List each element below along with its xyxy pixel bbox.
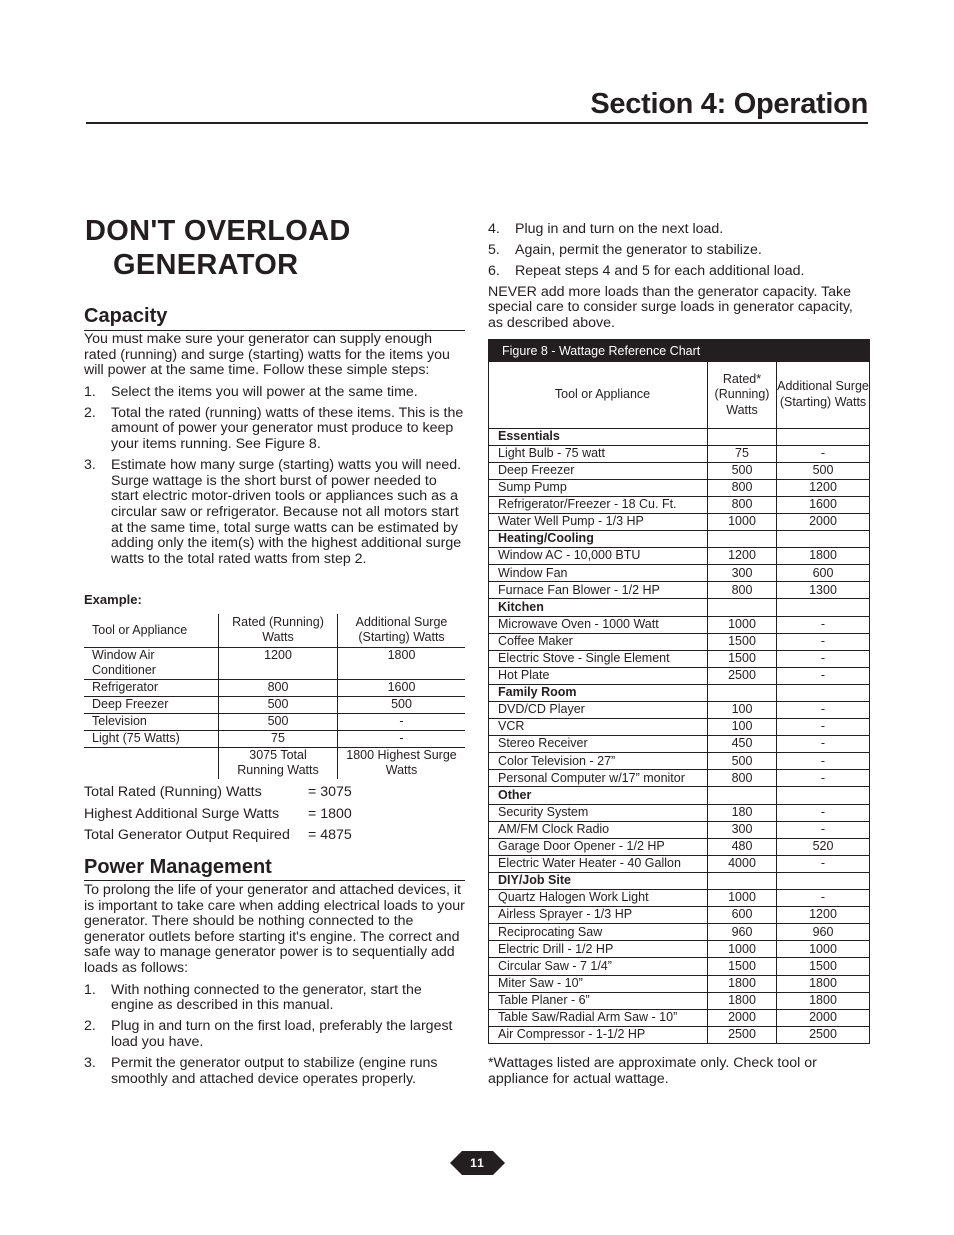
table-cell: - (338, 730, 466, 747)
example-table (84, 614, 465, 779)
totals-row (84, 782, 352, 804)
list-item (488, 243, 870, 259)
table-cell: - (777, 753, 870, 770)
table-cell: Refrigerator/Freezer - 18 Cu. Ft. (489, 496, 708, 513)
table-cell (777, 599, 870, 616)
table-row (489, 633, 869, 650)
table-cell: DIY/Job Site (489, 872, 708, 889)
table-row (489, 719, 869, 736)
table-cell: Air Compressor - 1-1/2 HP (489, 1026, 708, 1043)
table-cell: 1200 (708, 548, 777, 565)
table-cell: Refrigerator (84, 679, 219, 696)
table-cell: Furnace Fan Blower - 1/2 HP (489, 582, 708, 599)
table-cell: 100 (708, 702, 777, 719)
totals-label: Highest Additional Surge Watts (84, 805, 280, 822)
table-cell: Coffee Maker (489, 633, 708, 650)
table-cell: Quartz Halogen Work Light (489, 890, 708, 907)
table-cell: Light (75 Watts) (84, 730, 219, 747)
table-cell: 1500 (777, 958, 870, 975)
table-cell: 500 (219, 713, 338, 730)
table-cell: Deep Freezer (84, 696, 219, 713)
table-cell: - (777, 804, 870, 821)
category-row (489, 599, 869, 616)
table-row (489, 667, 869, 684)
table-row (489, 924, 869, 941)
footnote: *Wattages listed are approximate only. Check tool or appliance for actual wattage. (488, 1055, 817, 1087)
table-cell: 180 (708, 804, 777, 821)
table-cell: 480 (708, 838, 777, 855)
table-cell: Family Room (489, 684, 708, 701)
step-number: 6. (488, 262, 500, 279)
table-header-row (84, 614, 465, 647)
list-item (84, 1056, 466, 1087)
table-cell: - (777, 821, 870, 838)
table-row (489, 992, 869, 1009)
table-cell: 2500 (708, 1026, 777, 1043)
table-cell: Airless Sprayer - 1/3 HP (489, 907, 708, 924)
table-cell: 500 (219, 696, 338, 713)
table-cell: Miter Saw - 10” (489, 975, 708, 992)
step-text: Again, permit the generator to stabilize. (515, 241, 762, 258)
table-row (489, 958, 869, 975)
section-title: Section 4: Operation (590, 88, 868, 120)
table-cell: 2500 (708, 667, 777, 684)
step-number: 3. (84, 457, 96, 474)
category-row (489, 531, 869, 548)
table-cell: Deep Freezer (489, 462, 708, 479)
table-cell: 1500 (708, 633, 777, 650)
table-row (489, 445, 869, 462)
capacity-steps (84, 385, 466, 568)
table-cell: Table Planer - 6” (489, 992, 708, 1009)
table-cell: Water Well Pump - 1/3 HP (489, 513, 708, 530)
table-cell: Hot Plate (489, 667, 708, 684)
power-management-section (84, 883, 466, 1093)
table-row (84, 713, 465, 730)
list-item (84, 385, 466, 401)
table-row (489, 479, 869, 496)
table-row (489, 941, 869, 958)
table-cell: Personal Computer w/17” monitor (489, 770, 708, 787)
table-cell: 960 (708, 924, 777, 941)
table-cell: 800 (708, 582, 777, 599)
table-cell: 800 (708, 479, 777, 496)
title-rule (86, 122, 868, 124)
table-cell: Security System (489, 804, 708, 821)
main-heading-line1: DON'T OVERLOAD (85, 215, 351, 247)
column-header: Tool or Appliance (84, 614, 219, 647)
table-cell: Circular Saw - 7 1/4” (489, 958, 708, 975)
category-row (489, 428, 869, 445)
table-cell: Essentials (489, 428, 708, 445)
table-cell: 960 (777, 924, 870, 941)
table-cell: 75 (708, 445, 777, 462)
table-header-row (489, 362, 869, 428)
table-cell: DVD/CD Player (489, 702, 708, 719)
totals-row (84, 825, 352, 847)
table-cell: 2000 (777, 1009, 870, 1026)
table-cell: 500 (708, 753, 777, 770)
table-cell (708, 684, 777, 701)
power-management-steps (84, 983, 466, 1088)
step-text: With nothing connected to the generator, start the engine as described in this manual. (111, 981, 422, 1014)
wattage-reference-chart (488, 339, 870, 1044)
list-item (84, 983, 466, 1014)
wattage-table-body (489, 428, 869, 1043)
wattage-table (489, 362, 869, 1043)
table-cell: Window Fan (489, 565, 708, 582)
table-cell: Table Saw/Radial Arm Saw - 10” (489, 1009, 708, 1026)
table-row (84, 696, 465, 713)
table-cell: Reciprocating Saw (489, 924, 708, 941)
category-row (489, 684, 869, 701)
table-row (489, 462, 869, 479)
table-cell: 800 (219, 679, 338, 696)
table-row (489, 907, 869, 924)
table-cell: 500 (708, 462, 777, 479)
table-cell: 1600 (338, 679, 466, 696)
table-row (489, 702, 869, 719)
table-cell: Electric Water Heater - 40 Gallon (489, 855, 708, 872)
totals-summary (84, 782, 352, 847)
category-row (489, 872, 869, 889)
table-cell: Window Air Conditioner (84, 647, 219, 679)
table-cell: Color Television - 27” (489, 753, 708, 770)
table-cell: 600 (708, 907, 777, 924)
continued-steps (488, 222, 870, 279)
table-cell (777, 428, 870, 445)
example-label: Example: (84, 592, 142, 607)
table-total-row (84, 747, 465, 779)
table-cell: Electric Drill - 1/2 HP (489, 941, 708, 958)
table-cell (708, 428, 777, 445)
table-cell: - (777, 770, 870, 787)
table-cell: 300 (708, 565, 777, 582)
column-header: Rated* (Running) Watts (708, 362, 777, 428)
table-row (489, 855, 869, 872)
table-cell: Television (84, 713, 219, 730)
totals-row (84, 804, 352, 826)
step-number: 4. (488, 221, 500, 237)
table-cell: Electric Stove - Single Element (489, 650, 708, 667)
table-cell: 800 (708, 770, 777, 787)
table-row (489, 770, 869, 787)
totals-value: = 3075 (308, 784, 352, 800)
table-cell: 500 (777, 462, 870, 479)
table-cell: Kitchen (489, 599, 708, 616)
column-header: Tool or Appliance (489, 362, 708, 428)
table-cell: 100 (708, 719, 777, 736)
main-heading (85, 214, 351, 282)
main-heading-line2: GENERATOR (113, 249, 299, 281)
table-cell (777, 531, 870, 548)
column-header: Additional Surge (Starting) Watts (338, 614, 466, 647)
table-cell: 450 (708, 736, 777, 753)
table-cell: Heating/Cooling (489, 531, 708, 548)
step-number: 2. (84, 404, 96, 421)
table-row (489, 616, 869, 633)
table-cell: 1000 (708, 941, 777, 958)
table-cell: 1000 (708, 890, 777, 907)
table-row (489, 496, 869, 513)
table-cell: 1000 (708, 513, 777, 530)
table-cell: 1800 (708, 975, 777, 992)
category-row (489, 787, 869, 804)
table-cell: 1500 (708, 958, 777, 975)
table-cell: 1800 (777, 548, 870, 565)
table-cell: VCR (489, 719, 708, 736)
list-item (488, 264, 870, 280)
table-row (489, 975, 869, 992)
table-row (489, 736, 869, 753)
totals-value: = 4875 (308, 827, 352, 844)
table-row (489, 548, 869, 565)
table-cell: Other (489, 787, 708, 804)
list-item (84, 1019, 466, 1050)
table-cell (777, 872, 870, 889)
table-cell: 1800 (708, 992, 777, 1009)
step-number: 3. (84, 1054, 96, 1071)
table-cell: - (777, 616, 870, 633)
step-text: Repeat steps 4 and 5 for each additional load. (515, 262, 805, 279)
table-cell: 300 (708, 821, 777, 838)
step-number: 1. (84, 383, 96, 400)
table-cell: 2000 (777, 513, 870, 530)
table-cell: 1200 (219, 647, 338, 679)
step-text: Plug in and turn on the first load, preferably the largest load you have. (111, 1018, 453, 1050)
table-row (84, 647, 465, 679)
total-running-cell: 3075 Total Running Watts (219, 747, 338, 779)
list-item (488, 222, 870, 238)
table-cell: - (777, 667, 870, 684)
table-row (489, 753, 869, 770)
step-text: Plug in and turn on the next load. (515, 221, 724, 237)
table-cell: 500 (338, 696, 466, 713)
step-text: Estimate how many surge (starting) watts you will need. Surge wattage is the short burst of power needed to start electric motor-driven tools or appliances such as a circular saw or refrigerator. Because not all motors start at the same time, total surge watts can be estimated by adding only the item(s) with the highest additional surge watts to the total rated watts from step 2. (111, 457, 462, 567)
table-row (489, 838, 869, 855)
column-header: Additional Surge (Starting) Watts (777, 362, 870, 428)
table-cell: 1300 (777, 582, 870, 599)
table-cell (708, 787, 777, 804)
list-item (84, 458, 466, 567)
table-row (489, 1026, 869, 1043)
table-cell: - (777, 855, 870, 872)
table-row (489, 650, 869, 667)
step-text: Select the items you will power at the same time. (111, 383, 418, 400)
step-text: Permit the generator output to stabilize (engine runs smoothly and attached device operates properly. (111, 1054, 438, 1087)
highest-surge-cell: 1800 Highest Surge Watts (338, 747, 466, 779)
table-cell (777, 787, 870, 804)
power-management-rule (84, 880, 465, 881)
table-cell (708, 531, 777, 548)
table-cell: 520 (777, 838, 870, 855)
table-cell: - (777, 702, 870, 719)
table-cell: Stereo Receiver (489, 736, 708, 753)
step-number: 2. (84, 1018, 96, 1035)
table-cell (708, 599, 777, 616)
table-cell: - (777, 736, 870, 753)
table-cell: 600 (777, 565, 870, 582)
chart-title: Figure 8 - Wattage Reference Chart (489, 340, 869, 362)
table-row (489, 804, 869, 821)
table-cell: 1200 (777, 907, 870, 924)
table-cell: 800 (708, 496, 777, 513)
page-number: 11 (470, 1156, 485, 1170)
power-management-heading: Power Management (84, 856, 272, 878)
continued-steps-section (488, 222, 870, 331)
never-warning: NEVER add more loads than the generator capacity. Take special care to consider surge loads in generator capacity, as described above. (488, 283, 853, 331)
table-cell (708, 872, 777, 889)
table-cell: Window AC - 10,000 BTU (489, 548, 708, 565)
table-row (489, 582, 869, 599)
capacity-heading: Capacity (84, 305, 168, 327)
table-row (84, 679, 465, 696)
totals-label: Total Rated (Running) Watts (84, 784, 262, 800)
table-row (489, 513, 869, 530)
table-cell: 2000 (708, 1009, 777, 1026)
table-cell: 1000 (708, 616, 777, 633)
table-row (489, 565, 869, 582)
power-management-intro: To prolong the life of your generator and attached devices, it is important to take care when adding electrical loads to your generator. There should be nothing connected to the generator outlets before starting it's engine. The correct and safe way to manage generator power is to sequentially add loads as follows: (84, 882, 465, 976)
table-cell: 1600 (777, 496, 870, 513)
table-cell: - (777, 633, 870, 650)
column-header: Rated (Running) Watts (219, 614, 338, 647)
table-cell: - (777, 650, 870, 667)
table-cell: - (777, 719, 870, 736)
table-cell: 1800 (777, 975, 870, 992)
table-cell: Sump Pump (489, 479, 708, 496)
list-item (84, 406, 466, 453)
totals-value: = 1800 (308, 805, 352, 822)
table-row (489, 890, 869, 907)
table-cell: 4000 (708, 855, 777, 872)
table-cell: 1800 (777, 992, 870, 1009)
table-cell: - (777, 445, 870, 462)
table-row (489, 821, 869, 838)
table-cell: 1000 (777, 941, 870, 958)
capacity-section (84, 332, 466, 573)
table-cell (84, 747, 219, 779)
step-number: 5. (488, 241, 500, 258)
table-cell: Microwave Oven - 1000 Watt (489, 616, 708, 633)
table-row (84, 730, 465, 747)
table-cell: - (777, 890, 870, 907)
table-cell: 1200 (777, 479, 870, 496)
table-cell: 1500 (708, 650, 777, 667)
capacity-intro: You must make sure your generator can supply enough rated (running) and surge (starting) watts for the items you will power at the same time. Follow these simple steps: (84, 331, 450, 379)
table-cell: - (338, 713, 466, 730)
table-cell: 75 (219, 730, 338, 747)
table-cell: Light Bulb - 75 watt (489, 445, 708, 462)
table-cell: AM/FM Clock Radio (489, 821, 708, 838)
table-row (489, 1009, 869, 1026)
table-cell: Garage Door Opener - 1/2 HP (489, 838, 708, 855)
step-number: 1. (84, 981, 96, 998)
step-text: Total the rated (running) watts of these items. This is the amount of power your generator must produce to keep your items running. See Figure 8. (111, 404, 464, 453)
table-cell: 2500 (777, 1026, 870, 1043)
table-cell: 1800 (338, 647, 466, 679)
table-cell (777, 684, 870, 701)
totals-label: Total Generator Output Required (84, 827, 290, 844)
